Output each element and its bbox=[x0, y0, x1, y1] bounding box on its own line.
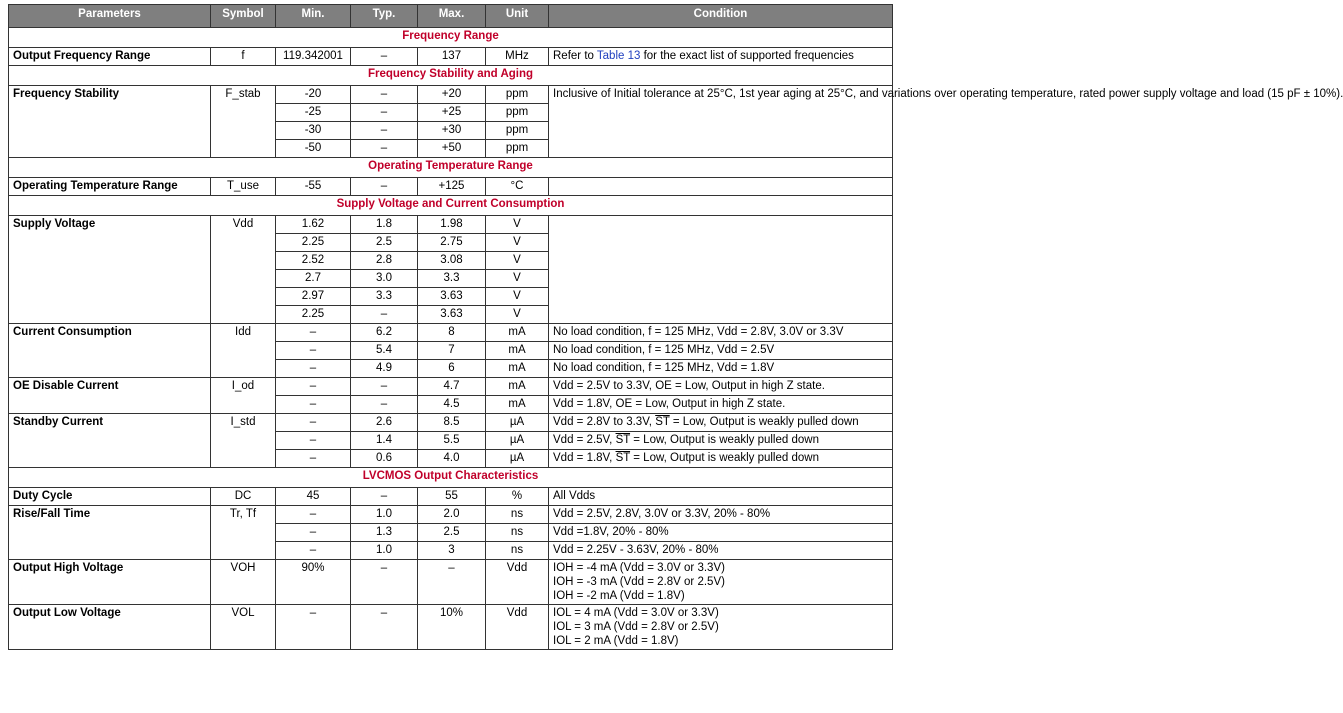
unit: °C bbox=[486, 178, 549, 196]
unit: V bbox=[486, 288, 549, 306]
condition: Vdd = 1.8V, OE = Low, Output in high Z state. bbox=[549, 396, 893, 414]
typ-value: 1.0 bbox=[351, 506, 418, 524]
max-value: 7 bbox=[418, 342, 486, 360]
param-name: Rise/Fall Time bbox=[9, 506, 211, 560]
symbol: F_stab bbox=[211, 86, 276, 158]
min-value: 1.62 bbox=[276, 216, 351, 234]
condition-line: IOH = -2 mA (Vdd = 1.8V) bbox=[553, 590, 685, 602]
min-value: – bbox=[276, 378, 351, 396]
typ-value: – bbox=[351, 104, 418, 122]
condition bbox=[549, 178, 893, 196]
condition-text: Vdd = 1.8V, bbox=[553, 452, 616, 464]
max-value: 1.98 bbox=[418, 216, 486, 234]
table-13-link[interactable]: Table 13 bbox=[596, 50, 641, 62]
typ-value: 1.4 bbox=[351, 432, 418, 450]
min-value: -55 bbox=[276, 178, 351, 196]
min-value: 2.52 bbox=[276, 252, 351, 270]
max-value: +25 bbox=[418, 104, 486, 122]
condition bbox=[549, 216, 893, 324]
typ-value: 2.5 bbox=[351, 234, 418, 252]
header-condition: Condition bbox=[549, 5, 893, 28]
unit: ppm bbox=[486, 86, 549, 104]
condition bbox=[549, 605, 893, 650]
header-parameters: Parameters bbox=[9, 5, 211, 28]
header-max: Max. bbox=[418, 5, 486, 28]
param-name: Duty Cycle bbox=[9, 488, 211, 506]
condition bbox=[549, 560, 893, 605]
max-value: 5.5 bbox=[418, 432, 486, 450]
unit: ns bbox=[486, 506, 549, 524]
unit: V bbox=[486, 306, 549, 324]
typ-value: 2.8 bbox=[351, 252, 418, 270]
max-value: 3.63 bbox=[418, 288, 486, 306]
param-name: Current Consumption bbox=[9, 324, 211, 378]
unit: % bbox=[486, 488, 549, 506]
table-row bbox=[9, 48, 893, 66]
condition: Vdd =1.8V, 20% - 80% bbox=[549, 524, 893, 542]
symbol: f bbox=[211, 48, 276, 66]
unit: mA bbox=[486, 396, 549, 414]
header-typ: Typ. bbox=[351, 5, 418, 28]
max-value: – bbox=[418, 560, 486, 605]
max-value: 2.5 bbox=[418, 524, 486, 542]
table-row bbox=[9, 216, 893, 234]
unit: ppm bbox=[486, 140, 549, 158]
typ-value: – bbox=[351, 378, 418, 396]
condition-text: Vdd = 2.5V, bbox=[553, 434, 616, 446]
condition-line: IOH = -3 mA (Vdd = 2.8V or 2.5V) bbox=[553, 576, 725, 588]
condition bbox=[549, 450, 893, 468]
table-row bbox=[9, 378, 893, 396]
unit: ppm bbox=[486, 104, 549, 122]
typ-value: 4.9 bbox=[351, 360, 418, 378]
condition: Vdd = 2.25V - 3.63V, 20% - 80% bbox=[549, 542, 893, 560]
condition: No load condition, f = 125 MHz, Vdd = 2.8V, 3.0V or 3.3V bbox=[549, 324, 893, 342]
condition-text: for the exact list of supported frequencies bbox=[640, 50, 854, 62]
max-value: +30 bbox=[418, 122, 486, 140]
min-value: – bbox=[276, 360, 351, 378]
typ-value: – bbox=[351, 488, 418, 506]
typ-value: 3.3 bbox=[351, 288, 418, 306]
condition: Vdd = 2.5V to 3.3V, OE = Low, Output in high Z state. bbox=[549, 378, 893, 396]
st-pin-label: $\overline{ST}$ bbox=[615, 452, 631, 464]
unit: V bbox=[486, 234, 549, 252]
unit: ppm bbox=[486, 122, 549, 140]
section-lvcmos-output: LVCMOS Output Characteristics bbox=[9, 468, 893, 488]
min-value: 90% bbox=[276, 560, 351, 605]
max-value: 8.5 bbox=[418, 414, 486, 432]
min-value: – bbox=[276, 396, 351, 414]
param-name: Operating Temperature Range bbox=[9, 178, 211, 196]
param-name: Output High Voltage bbox=[9, 560, 211, 605]
symbol: T_use bbox=[211, 178, 276, 196]
header-row bbox=[9, 5, 893, 28]
typ-value: 0.6 bbox=[351, 450, 418, 468]
table-row bbox=[9, 86, 893, 104]
min-value: 119.342001 bbox=[276, 48, 351, 66]
section-supply-voltage: Supply Voltage and Current Consumption bbox=[9, 196, 893, 216]
typ-value: – bbox=[351, 605, 418, 650]
section-frequency-stability: Frequency Stability and Aging bbox=[9, 66, 893, 86]
symbol: Tr, Tf bbox=[211, 506, 276, 560]
min-value: – bbox=[276, 524, 351, 542]
table-row bbox=[9, 560, 893, 605]
unit: mA bbox=[486, 342, 549, 360]
max-value: +20 bbox=[418, 86, 486, 104]
table-row bbox=[9, 605, 893, 650]
header-unit: Unit bbox=[486, 5, 549, 28]
max-value: 4.5 bbox=[418, 396, 486, 414]
typ-value: – bbox=[351, 122, 418, 140]
spec-table bbox=[8, 4, 1343, 650]
condition bbox=[549, 414, 893, 432]
unit: µA bbox=[486, 432, 549, 450]
condition-text: Vdd = 2.8V to 3.3V, bbox=[553, 416, 656, 428]
max-value: 8 bbox=[418, 324, 486, 342]
max-value: 55 bbox=[418, 488, 486, 506]
typ-value: 2.6 bbox=[351, 414, 418, 432]
min-value: 45 bbox=[276, 488, 351, 506]
param-name: Standby Current bbox=[9, 414, 211, 468]
min-value: 2.25 bbox=[276, 234, 351, 252]
max-value: 137 bbox=[418, 48, 486, 66]
table-row bbox=[9, 488, 893, 506]
table-row bbox=[9, 178, 893, 196]
max-value: 3 bbox=[418, 542, 486, 560]
typ-value: – bbox=[351, 140, 418, 158]
condition-text: = Low, Output is weakly pulled down bbox=[669, 416, 859, 428]
min-value: – bbox=[276, 414, 351, 432]
unit: mA bbox=[486, 378, 549, 396]
st-pin-label: $\overline{ST}$ bbox=[655, 416, 670, 428]
min-value: 2.7 bbox=[276, 270, 351, 288]
condition: Vdd = 2.5V, 2.8V, 3.0V or 3.3V, 20% - 80% bbox=[549, 506, 893, 524]
condition-text: = Low, Output is weakly pulled down bbox=[630, 434, 819, 446]
max-value: 3.08 bbox=[418, 252, 486, 270]
table-row bbox=[9, 506, 893, 524]
param-name: Output Frequency Range bbox=[9, 48, 211, 66]
unit: V bbox=[486, 216, 549, 234]
condition: All Vdds bbox=[549, 488, 893, 506]
typ-value: 1.3 bbox=[351, 524, 418, 542]
min-value: 2.25 bbox=[276, 306, 351, 324]
unit: Vdd bbox=[486, 560, 549, 605]
symbol: VOL bbox=[211, 605, 276, 650]
min-value: -25 bbox=[276, 104, 351, 122]
max-value: 4.7 bbox=[418, 378, 486, 396]
min-value: – bbox=[276, 450, 351, 468]
section-operating-temperature: Operating Temperature Range bbox=[9, 158, 893, 178]
unit: ns bbox=[486, 524, 549, 542]
typ-value: – bbox=[351, 86, 418, 104]
condition bbox=[549, 432, 893, 450]
min-value: -20 bbox=[276, 86, 351, 104]
typ-value: – bbox=[351, 396, 418, 414]
header-symbol: Symbol bbox=[211, 5, 276, 28]
max-value: +125 bbox=[418, 178, 486, 196]
unit: V bbox=[486, 270, 549, 288]
max-value: 3.3 bbox=[418, 270, 486, 288]
max-value: +50 bbox=[418, 140, 486, 158]
min-value: – bbox=[276, 432, 351, 450]
min-value: – bbox=[276, 542, 351, 560]
typ-value: – bbox=[351, 178, 418, 196]
condition: No load condition, f = 125 MHz, Vdd = 1.8V bbox=[549, 360, 893, 378]
min-value: – bbox=[276, 605, 351, 650]
typ-value: 1.8 bbox=[351, 216, 418, 234]
typ-value: 5.4 bbox=[351, 342, 418, 360]
unit: mA bbox=[486, 360, 549, 378]
symbol: I_std bbox=[211, 414, 276, 468]
param-name: Output Low Voltage bbox=[9, 605, 211, 650]
unit: MHz bbox=[486, 48, 549, 66]
table-row bbox=[9, 324, 893, 342]
max-value: 10% bbox=[418, 605, 486, 650]
max-value: 2.0 bbox=[418, 506, 486, 524]
max-value: 2.75 bbox=[418, 234, 486, 252]
st-pin-label: $\overline{ST}$ bbox=[615, 434, 631, 446]
condition-line: IOH = -4 mA (Vdd = 3.0V or 3.3V) bbox=[553, 562, 725, 574]
max-value: 6 bbox=[418, 360, 486, 378]
unit: Vdd bbox=[486, 605, 549, 650]
unit: V bbox=[486, 252, 549, 270]
typ-value: – bbox=[351, 560, 418, 605]
unit: mA bbox=[486, 324, 549, 342]
symbol: I_od bbox=[211, 378, 276, 414]
min-value: – bbox=[276, 506, 351, 524]
table-row bbox=[9, 414, 893, 432]
symbol: DC bbox=[211, 488, 276, 506]
condition: Inclusive of Initial tolerance at 25°C, 1st year aging at 25°C, and variations over operating temperature, rated power supply voltage and load (15 pF ± 10%). bbox=[549, 86, 893, 158]
typ-value: 3.0 bbox=[351, 270, 418, 288]
min-value: – bbox=[276, 342, 351, 360]
condition-line: IOL = 3 mA (Vdd = 2.8V or 2.5V) bbox=[553, 621, 719, 633]
typ-value: 1.0 bbox=[351, 542, 418, 560]
max-value: 4.0 bbox=[418, 450, 486, 468]
unit: ns bbox=[486, 542, 549, 560]
min-value: -30 bbox=[276, 122, 351, 140]
typ-value: – bbox=[351, 48, 418, 66]
condition-line: IOL = 4 mA (Vdd = 3.0V or 3.3V) bbox=[553, 607, 719, 619]
header-min: Min. bbox=[276, 5, 351, 28]
param-name: Supply Voltage bbox=[9, 216, 211, 324]
symbol: Vdd bbox=[211, 216, 276, 324]
section-frequency-range: Frequency Range bbox=[9, 28, 893, 48]
min-value: – bbox=[276, 324, 351, 342]
condition-line: IOL = 2 mA (Vdd = 1.8V) bbox=[553, 635, 679, 647]
unit: µA bbox=[486, 414, 549, 432]
condition-text: = Low, Output is weakly pulled down bbox=[630, 452, 819, 464]
condition: No load condition, f = 125 MHz, Vdd = 2.5V bbox=[549, 342, 893, 360]
typ-value: – bbox=[351, 306, 418, 324]
min-value: -50 bbox=[276, 140, 351, 158]
typ-value: 6.2 bbox=[351, 324, 418, 342]
symbol: VOH bbox=[211, 560, 276, 605]
param-name: Frequency Stability bbox=[9, 86, 211, 158]
max-value: 3.63 bbox=[418, 306, 486, 324]
param-name: OE Disable Current bbox=[9, 378, 211, 414]
symbol: Idd bbox=[211, 324, 276, 378]
min-value: 2.97 bbox=[276, 288, 351, 306]
unit: µA bbox=[486, 450, 549, 468]
condition-text: Refer to bbox=[553, 50, 597, 62]
condition bbox=[549, 48, 893, 66]
